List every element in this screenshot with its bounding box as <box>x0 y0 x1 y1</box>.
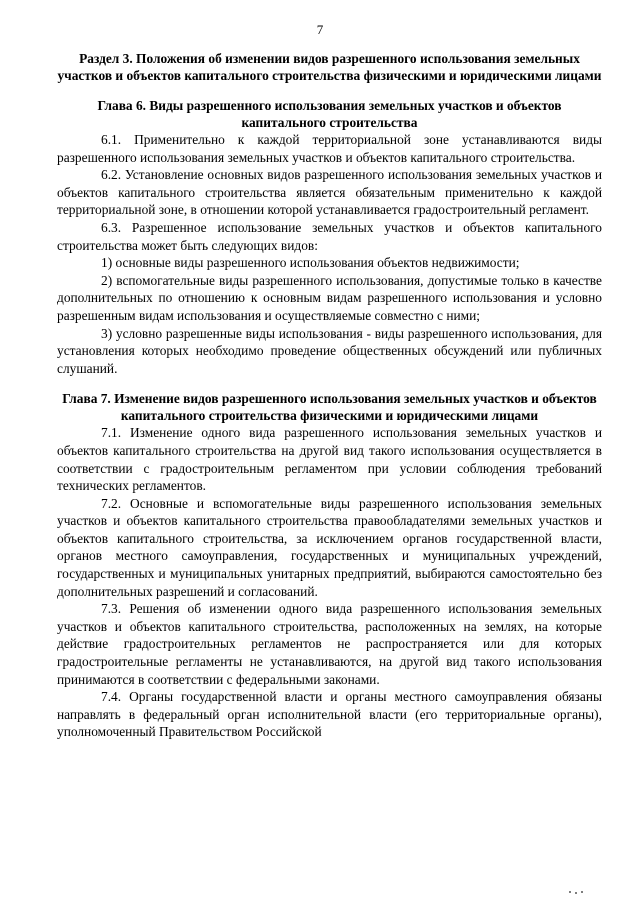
paragraph-7-3: 7.3. Решения об изменении одного вида разрешенного использования земельных участков и объектов капитального строительства, расположенных на землях, на которые действие градостроительных регламентов не распространяется или для которых градостроительные регламенты не устанавливаются, на другой вид такого использования принимаются в соответствии с федеральными законами. <box>57 601 602 687</box>
paragraph-7-2: 7.2. Основные и вспомогательные виды разрешенного использования земельных участков и объектов капитального строительства правообладателями земельных участков и объектов капитального строительства, за исключением органов государственной власти, органов местного самоуправления, государственных и муниципальных учреждений, государственных и муниципальных унитарных предприятий, выбираются самостоятельно без дополнительных разрешений и согласований. <box>57 495 602 599</box>
list-item-3: 3) условно разрешенные виды использования - виды разрешенного использования, для установления которых необходимо проведение общественных обсуждений или публичных слушаний. <box>57 325 602 376</box>
list-item-1: 1) основные виды разрешенного использования объектов недвижимости; <box>101 255 520 271</box>
paragraph-6-1: 6.1. Применительно к каждой территориальной зоне устанавливаются виды разрешенного использования земельных участков и объектов капитального строительства. <box>57 132 602 165</box>
paragraph-7-1: 7.1. Изменение одного вида разрешенного использования земельных участков и объектов капитального строительства на другой вид такого использования осуществляется в соответствии с градостроительным регламентом при условии соблюдения требований технических регламентов. <box>57 425 602 494</box>
paragraph-6-3: 6.3. Разрешенное использование земельных участков и объектов капитального строительства может быть следующих видов: <box>57 219 602 253</box>
paragraph-6-2: 6.2. Установление основных видов разрешенного использования земельных участков и объектов капитального строительства является обязательным применительно к каждой территориальной зоне, в отношении которой устанавливается градостроительный регламент. <box>57 167 602 218</box>
page-number: 7 <box>316 22 324 37</box>
page-body <box>57 50 602 741</box>
chapter-6-heading: Глава 6. Виды разрешенного использования земельных участков и объектов капитального строительства <box>97 98 562 130</box>
scan-mark <box>567 889 585 895</box>
chapter-7-heading: Глава 7. Изменение видов разрешенного использования земельных участков и объектов капитального строительства физическими и юридическими лицами <box>62 391 597 424</box>
list-item-2: 2) вспомогательные виды разрешенного использования, допустимые только в качестве дополнительных по отношению к основным видам разрешенного использования и условно разрешенным видам использования и осуществляемые совместно с ними; <box>57 272 602 323</box>
paragraph-7-4: 7.4. Органы государственной власти и органы местного самоуправления обязаны направлять в федеральный орган исполнительной власти (его территориальные органы), уполномоченный Правительством Российской <box>57 689 602 740</box>
section-heading: Раздел 3. Положения об изменении видов разрешенного использования земельных участков и объектов капитального строительства физическими и юридическими лицами <box>57 51 602 83</box>
